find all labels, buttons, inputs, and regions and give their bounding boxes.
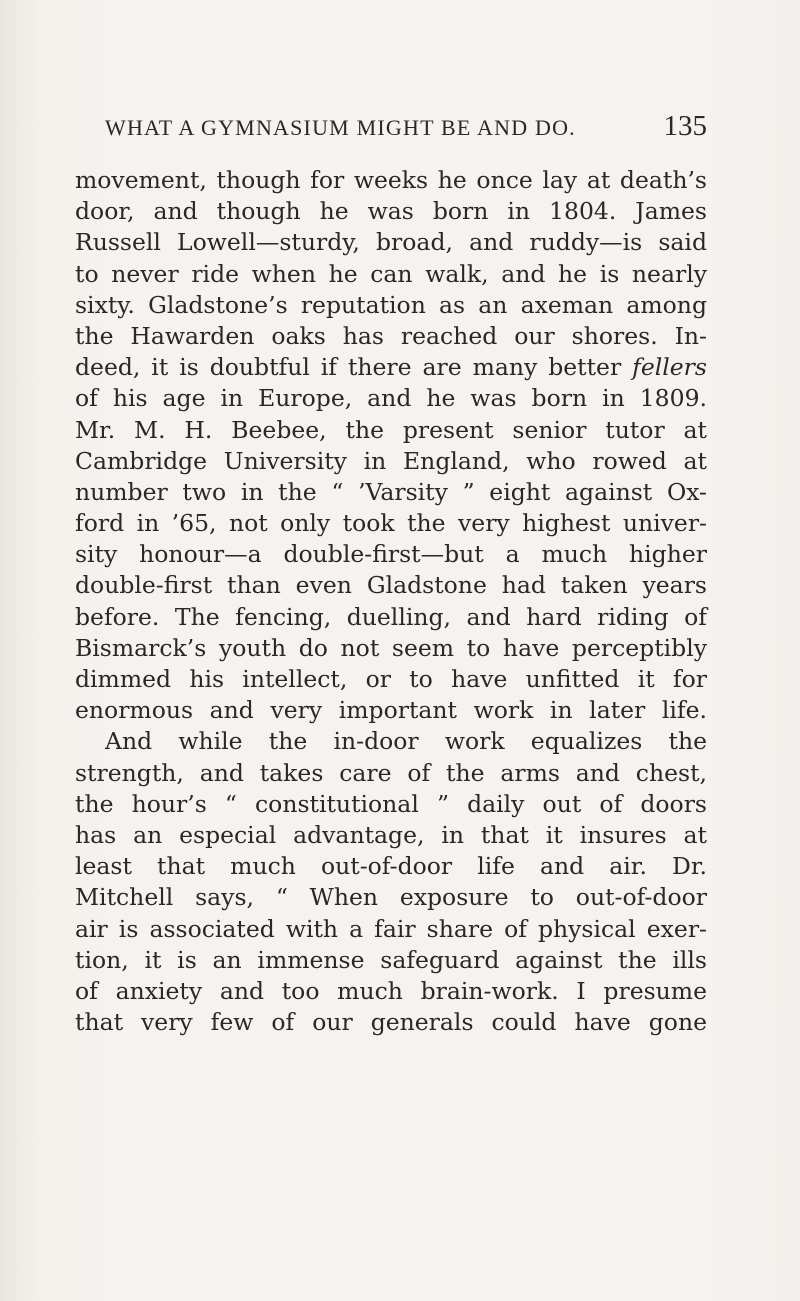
- text-line: of anxiety and too much brain-work. I presume: [75, 976, 707, 1005]
- italic-word: fellers: [632, 353, 707, 382]
- text-line: Mitchell says, “ When exposure to out-of-door: [75, 883, 707, 912]
- text-line: least that much out-of-door life and air. Dr.: [75, 852, 707, 881]
- text-line: that very few of our generals could have gone: [75, 1008, 707, 1037]
- text-line: to never ride when he can walk, and he is nearly: [75, 259, 707, 288]
- text-line: strength, and takes care of the arms and chest,: [75, 758, 707, 787]
- text-line: movement, though for weeks he once lay at death’s: [75, 166, 707, 194]
- text-line: number two in the “ ’Varsity ” eight against Ox-: [75, 477, 707, 506]
- text-line: sixty. Gladstone’s reputation as an axeman among: [75, 290, 707, 319]
- text-line: Mr. M. H. Beebee, the present senior tutor at: [75, 415, 707, 444]
- text-line: tion, it is an immense safeguard against the ills: [75, 945, 707, 974]
- text-line: ford in ’65, not only took the very highest univer-: [75, 509, 707, 538]
- text-line: the Hawarden oaks has reached our shores. In-: [75, 321, 707, 350]
- text-line: has an especial advantage, in that it insures at: [75, 820, 707, 849]
- text-line: Russell Lowell—sturdy, broad, and ruddy—is said: [75, 228, 707, 257]
- running-title: WHAT A GYMNASIUM MIGHT BE AND DO.: [105, 115, 576, 140]
- text-line: double-first than even Gladstone had taken years: [75, 571, 707, 600]
- text-line-paragraph-start: And while the in-door work equalizes the: [105, 727, 707, 756]
- text-line: enormous and very important work in later life.: [75, 696, 707, 725]
- page-number: 135: [663, 110, 707, 142]
- text-line: Cambridge University in England, who rowed at: [75, 446, 707, 475]
- running-head: [105, 110, 707, 150]
- text-line: of his age in Europe, and he was born in 1809.: [75, 384, 707, 413]
- text-line-with-italic: [75, 352, 707, 383]
- text-line: before. The fencing, duelling, and hard riding of: [75, 602, 707, 631]
- text-line: door, and though he was born in 1804. James: [75, 197, 707, 226]
- text-line: sity honour—a double-first—but a much higher: [75, 540, 707, 569]
- text-line: the hour’s “ constitutional ” daily out of doors: [75, 789, 707, 818]
- text-line: air is associated with a fair share of physical exer-: [75, 914, 707, 943]
- body-text: [75, 165, 707, 1038]
- text-line: dimmed his intellect, or to have unfitted it for: [75, 665, 707, 693]
- text-line-segment: deed, it is doubtful if there are many better: [75, 353, 622, 382]
- text-line: Bismarck’s youth do not seem to have perceptibly: [75, 633, 707, 662]
